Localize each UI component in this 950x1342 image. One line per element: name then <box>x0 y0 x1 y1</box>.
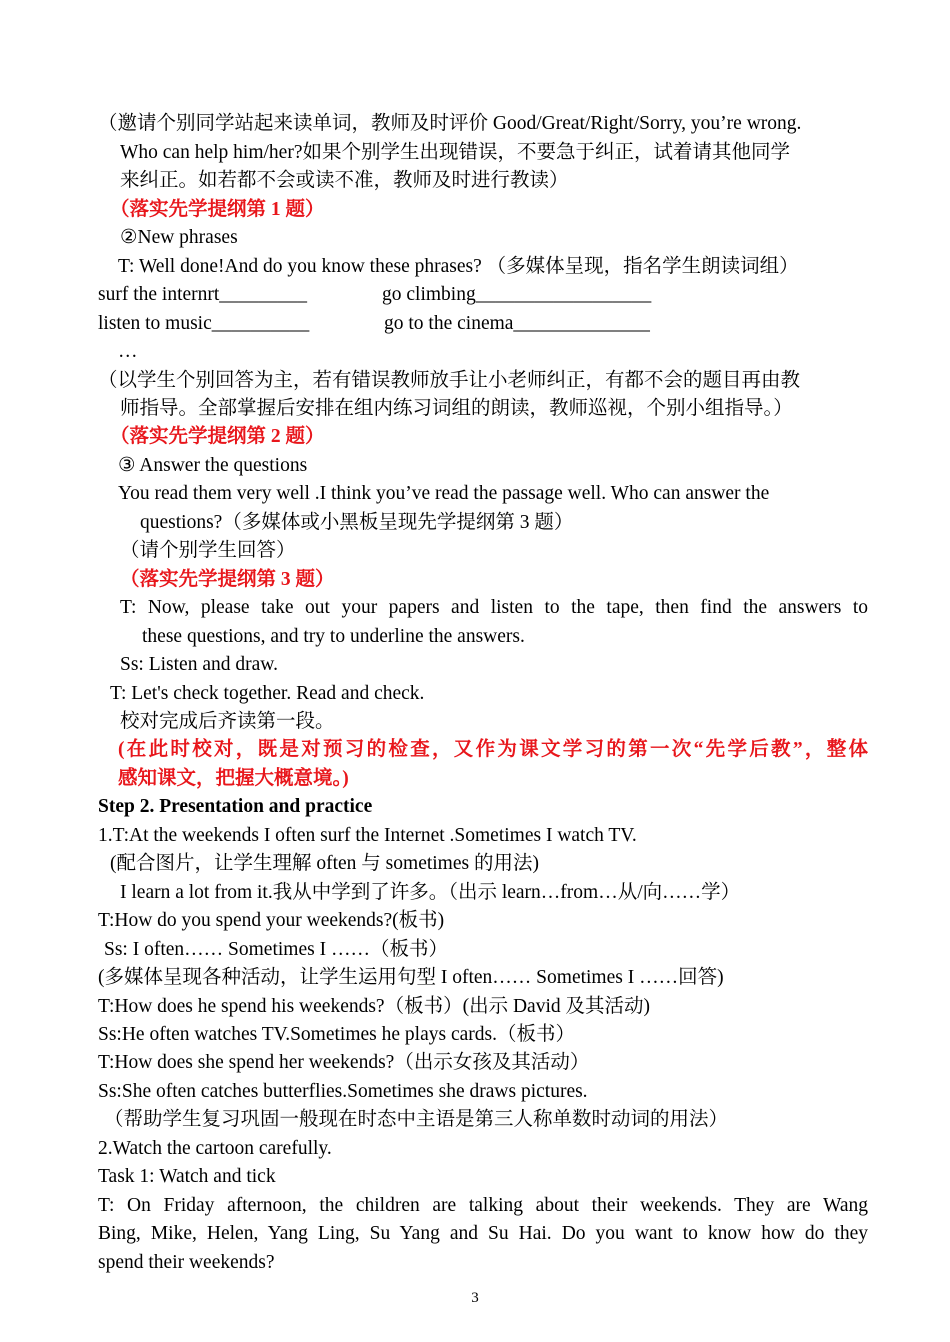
text-line: these questions, and try to underline the answers. <box>142 626 525 647</box>
section-heading: ②New phrases <box>120 227 238 248</box>
text-line: Ss:She often catches butterflies.Sometimes she draws pictures. <box>98 1081 588 1102</box>
text-line: I learn a lot from it.我从中学到了许多。（出示 learn…from…从/向……学） <box>120 882 741 903</box>
text-line: Ss:He often watches TV.Sometimes he plays cards.（板书） <box>98 1024 575 1045</box>
section-heading: ③ Answer the questions <box>118 455 308 476</box>
text-line: T:How does he spend his weekends?（板书）(出示 David 及其活动) <box>98 996 650 1017</box>
text-line: T:How do you spend your weekends?(板书) <box>98 910 445 931</box>
text-line: (多媒体呈现各种活动，让学生运用句型 I often…… Sometimes I ……回答) <box>98 967 724 988</box>
highlight-note: (在此时校对，既是对预习的检查，又作为课文学习的第一次“先学后教”，整体 <box>118 739 868 760</box>
highlight-note: （落实先学提纲第 3 题） <box>120 569 335 590</box>
text-line: (配合图片，让学生理解 often 与 sometimes 的用法) <box>110 853 539 874</box>
text-line: T: On Friday afternoon, the children are talking about their weekends. They are Wang <box>98 1195 868 1216</box>
text-line: 师指导。全部掌握后安排在组内练习词组的朗读，教师巡视，个别小组指导。） <box>120 398 793 419</box>
text-line: Ss: I often…… Sometimes I ……（板书） <box>104 939 448 960</box>
phrase-blank: surf the internrt_________ <box>98 284 308 305</box>
text-line: 来纠正。如若都不会或读不准，教师及时进行教读） <box>120 170 569 191</box>
text-line: （邀请个别同学站起来读单词，教师及时评价 Good/Great/Right/Sorry, you’re wrong. <box>98 113 802 134</box>
text-line: Who can help him/her?如果个别学生出现错误，不要急于纠正，试着请其他同学 <box>120 142 790 163</box>
text-line: （以学生个别回答为主，若有错误教师放手让小老师纠正，有都不会的题目再由教 <box>98 370 801 391</box>
text-line: questions?（多媒体或小黑板呈现先学提纲第 3 题） <box>140 512 574 533</box>
phrase-blank: listen to music__________ <box>98 313 310 334</box>
page-number: 3 <box>471 1290 479 1306</box>
phrase-blank: go to the cinema______________ <box>384 313 650 334</box>
text-line: T: Well done!And do you know these phrases? （多媒体呈现，指名学生朗读词组） <box>118 256 799 277</box>
phrase-blank: go climbing__________________ <box>382 284 652 305</box>
highlight-note: （落实先学提纲第 2 题） <box>110 426 325 447</box>
step-heading: Step 2. Presentation and practice <box>98 796 373 817</box>
text-line: Bing, Mike, Helen, Yang Ling, Su Yang and Su Hai. Do you want to know how do they <box>98 1223 868 1244</box>
highlight-note: 感知课文，把握大概意境。) <box>118 768 349 789</box>
text-line: … <box>118 341 138 362</box>
text-line: 2.Watch the cartoon carefully. <box>98 1138 332 1159</box>
text-line: Ss: Listen and draw. <box>120 654 278 675</box>
text-line: 校对完成后齐读第一段。 <box>120 711 335 732</box>
text-line: T: Let's check together. Read and check. <box>110 683 425 704</box>
text-line: Task 1: Watch and tick <box>98 1166 276 1187</box>
text-line: You read them very well .I think you’ve read the passage well. Who can answer the <box>118 483 770 504</box>
text-line: spend their weekends? <box>98 1252 275 1273</box>
text-line: （请个别学生回答） <box>120 540 296 561</box>
text-line: T:How does she spend her weekends?（出示女孩及其活动） <box>98 1052 590 1073</box>
text-line: T: Now, please take out your papers and listen to the tape, then find the answers to <box>120 597 868 618</box>
text-line: （帮助学生复习巩固一般现在时态中主语是第三人称单数时动词的用法） <box>104 1109 729 1130</box>
highlight-note: （落实先学提纲第 1 题） <box>110 199 325 220</box>
text-line: 1.T:At the weekends I often surf the Internet .Sometimes I watch TV. <box>98 825 637 846</box>
